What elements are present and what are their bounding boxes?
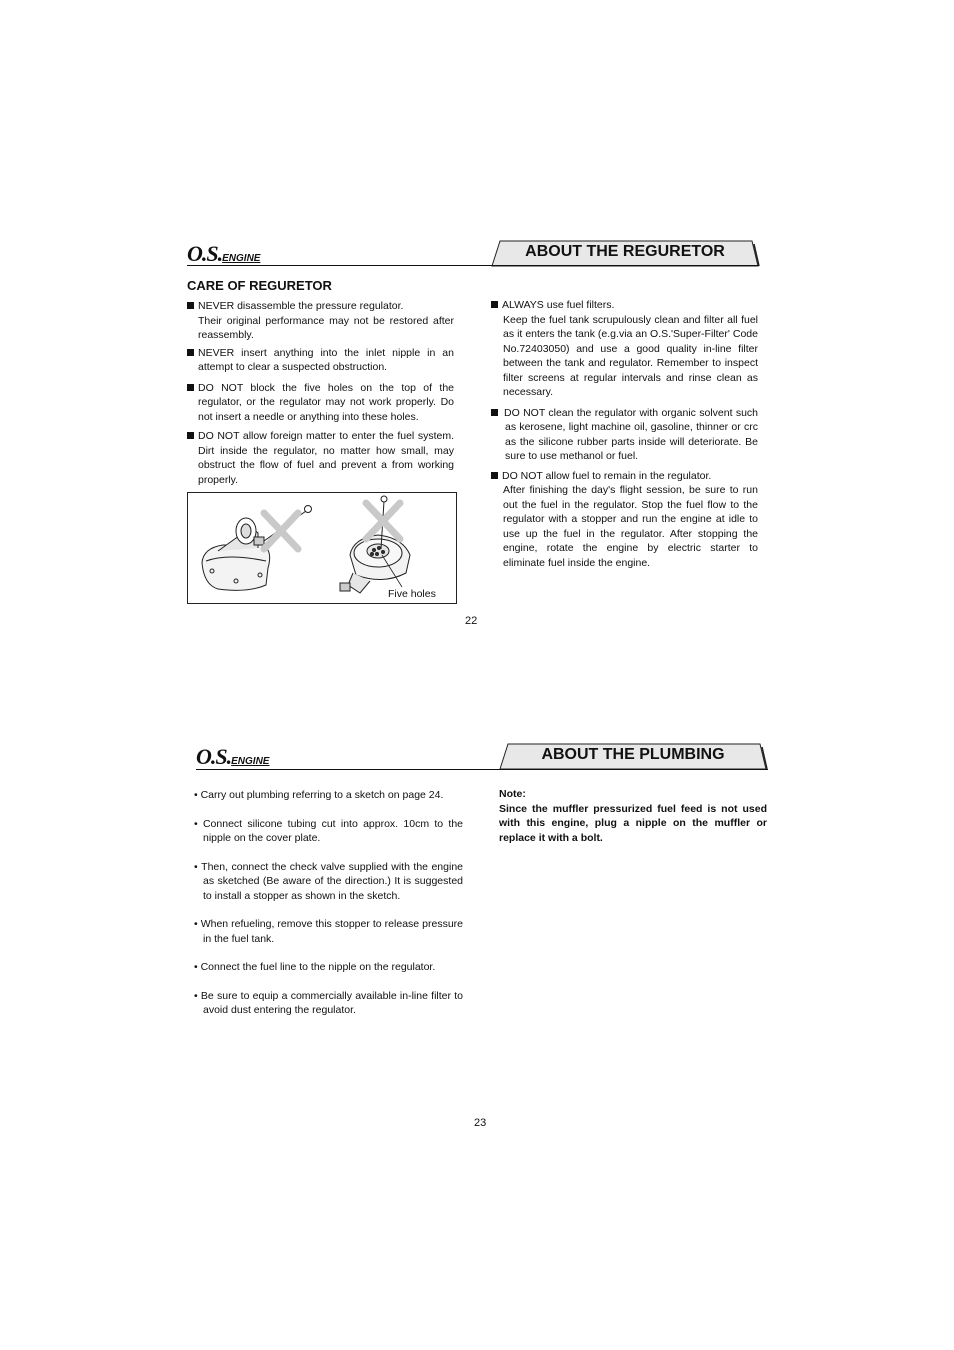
left-column xyxy=(187,299,454,487)
item-lead: NEVER insert anything into the inlet nipple in an attempt to clear a suspected obstruction. xyxy=(198,346,454,373)
page-number: 22 xyxy=(465,615,478,627)
square-bullet-icon xyxy=(491,409,498,416)
header-rule xyxy=(187,265,759,266)
section-header-tab xyxy=(498,743,768,767)
list-item xyxy=(187,346,454,375)
logo-engine-text: ENGINE xyxy=(222,253,261,264)
header-title: ABOUT THE REGURETOR xyxy=(525,243,725,260)
note-body: Since the muffler pressurized fuel feed is not used with this engine, plug a nipple on the muffler or replace it with a bolt. xyxy=(499,802,767,844)
prohibited-x-icon xyxy=(264,513,298,549)
regulator-figure xyxy=(187,492,457,604)
square-bullet-icon xyxy=(491,472,498,479)
square-bullet-icon xyxy=(187,432,194,439)
dot-bullet-icon: • xyxy=(194,961,201,973)
regulator-top-view xyxy=(340,535,410,593)
regulator-side-view xyxy=(202,518,270,590)
item-text: Carry out plumbing referring to a sketch on page 24. xyxy=(200,789,444,801)
item-text: Then, connect the check valve supplied with the engine as sketched (Be aware of the direction.) It is suggested to install a stopper as shown in the sketch. xyxy=(201,860,464,902)
list-item xyxy=(194,960,463,975)
dot-bullet-icon: • xyxy=(194,817,203,830)
logo-engine-text: ENGINE xyxy=(231,756,270,767)
page-number: 23 xyxy=(474,1117,487,1129)
header-rule xyxy=(196,769,768,770)
list-item xyxy=(194,788,463,803)
list-item xyxy=(194,917,463,946)
dot-bullet-icon: • xyxy=(194,918,201,930)
square-bullet-icon xyxy=(187,384,194,391)
list-item xyxy=(491,469,758,571)
square-bullet-icon xyxy=(187,302,194,309)
os-engine-logo xyxy=(196,744,269,770)
item-text: Connect silicone tubing cut into approx. 10cm to the nipple on the cover plate. xyxy=(202,817,464,844)
item-text: When refueling, remove this stopper to release pressure in the fuel tank. xyxy=(200,918,464,945)
square-bullet-icon xyxy=(187,349,194,356)
dot-bullet-icon: • xyxy=(194,789,201,801)
item-body: Keep the fuel tank scrupulously clean and filter all fuel as it enters the tank (e.g.via an O.S.'Super-Filter' Code No.72403050) and use a good quality in-line filter between the tank and regulator. Remember to inspect filter screens at regular intervals and rinse clean as necessary. xyxy=(503,313,758,398)
logo-os-text: O.S. xyxy=(196,744,232,769)
note-block xyxy=(499,787,767,845)
list-item xyxy=(491,406,758,464)
list-item xyxy=(194,989,463,1018)
item-text: Connect the fuel line to the nipple on the regulator. xyxy=(200,961,436,973)
header-title: ABOUT THE PLUMBING xyxy=(541,746,725,763)
list-item xyxy=(187,381,454,425)
plumbing-bullets xyxy=(194,788,463,1018)
logo-os-text: O.S. xyxy=(187,241,223,266)
list-item xyxy=(194,817,463,846)
section-header-tab xyxy=(490,240,760,264)
list-item xyxy=(491,298,758,400)
regulator-illustration xyxy=(188,493,456,603)
right-column xyxy=(491,298,758,570)
item-lead: DO NOT allow foreign matter to enter the fuel system. Dirt inside the regulator, no matter how small, may obstruct the flow of fuel and prevent a from working properly. xyxy=(198,430,454,486)
os-engine-logo xyxy=(187,241,260,267)
section-title: CARE OF REGURETOR xyxy=(187,278,332,293)
item-lead: DO NOT block the five holes on the top of the regulator, or the regulator may not work properly. Do not insert a needle or anything into these holes. xyxy=(198,381,454,423)
item-lead: ALWAYS use fuel filters. xyxy=(502,299,615,311)
item-lead: DO NOT clean the regulator with organic solvent such as kerosene, light machine oil, gasoline, thinner or crc as the silicone rubber parts inside will deteriorate. Be sure to use methanol or fuel. xyxy=(504,406,758,462)
item-body: After finishing the day's flight session, be sure to run out the fuel in the regulator. Stop the fuel flow to the regulator with a stopper and run the engine at idle to use up the fuel in the regulator. After stopping the engine, rotate the engine by electric starter to eliminate fuel inside the engine. xyxy=(503,484,758,569)
dot-bullet-icon: • xyxy=(194,860,202,873)
item-lead: DO NOT allow fuel to remain in the regulator. xyxy=(502,469,712,482)
list-item xyxy=(194,860,463,904)
item-body: Their original performance may not be restored after reassembly. xyxy=(198,314,454,341)
list-item xyxy=(187,429,454,487)
item-text: Be sure to equip a commercially available in-line filter to avoid dust entering the regulator. xyxy=(200,989,463,1016)
dot-bullet-icon: • xyxy=(194,989,201,1002)
figure-label: Five holes xyxy=(388,588,436,600)
list-item xyxy=(187,299,454,343)
note-title: Note: xyxy=(499,788,526,800)
square-bullet-icon xyxy=(491,301,498,308)
item-lead: NEVER disassemble the pressure regulator. xyxy=(198,300,404,312)
